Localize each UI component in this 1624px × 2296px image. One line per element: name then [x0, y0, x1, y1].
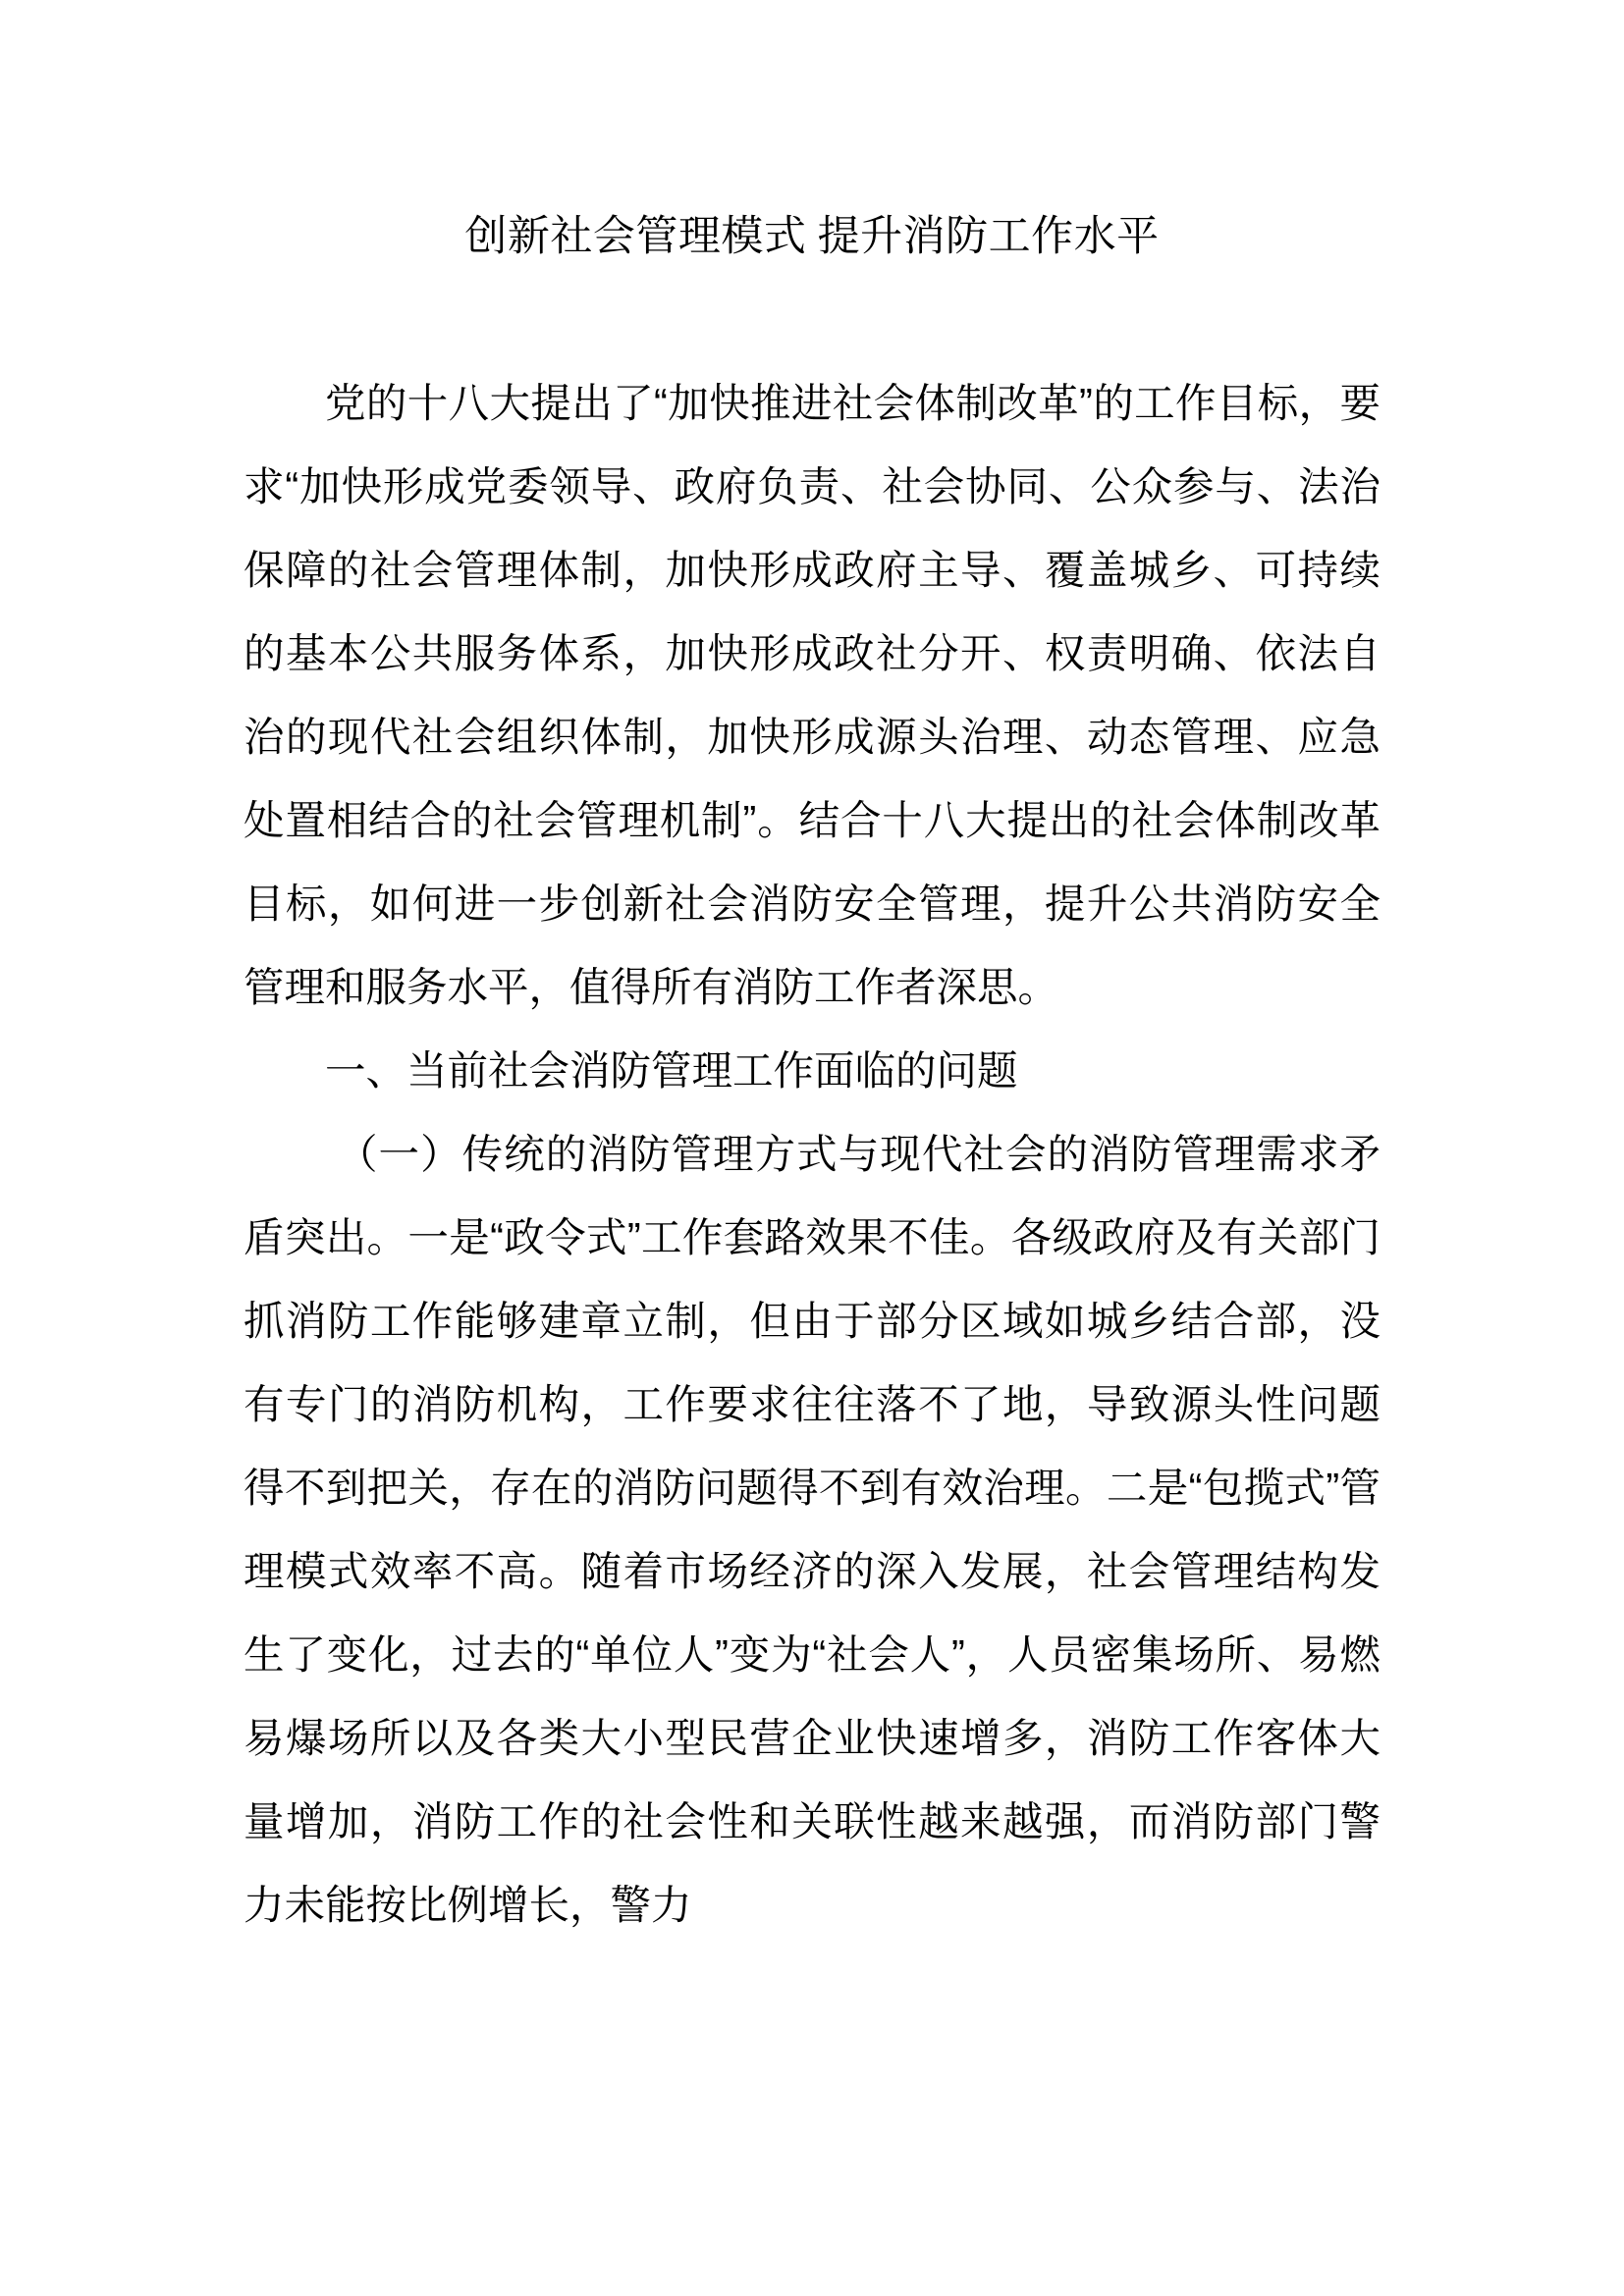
page-title: 创新社会管理模式 提升消防工作水平: [464, 214, 1160, 260]
document-body: [244, 267, 1380, 1947]
document-content: [244, 0, 1380, 1947]
paragraph-intro: 党的十八大提出了“加快推进社会体制改革”的工作目标，要求“加快形成党委领导、政府负责、社会协同、公众参与、法治保障的社会管理体制，加快形成政府主导、覆盖城乡、可持续的基本公共服务体系，加快形成政社分开、权责明确、依法自治的现代社会组织体制，加快形成源头治理、动态管理、应急处置相结合的社会管理机制”。结合十八大提出的社会体制改革目标，如何进一步创新社会消防安全管理，提升公共消防安全管理和服务水平，值得所有消防工作者深思。: [244, 380, 1380, 1010]
section-heading-one: 一、当前社会消防管理工作面临的问题: [325, 1047, 1018, 1094]
subsection-heading-one-one: （一）传统的消防管理方式与现代社会的消防管理需求矛盾突出。一是“政令式”工作套路效果不佳。各级政府及有关部门抓消防工作能够建章立制，但由于部分区域如城乡结合部，没有专门的消防机构，工作要求往往落不了地，导致源头性问题得不到把关，存在的消防问题得不到有效治理。二是“包揽式”管理模式效率不高。随着市场经济的深入发展，社会管理结构发生了变化，过去的“单位人”变为“社会人”，人员密集场所、易燃易爆场所以及各类大小型民营企业快速增多，消防工作客体大量增加，消防工作的社会性和关联性越来越强，而消防部门警力未能按比例增长，警力: [244, 1131, 1380, 1928]
